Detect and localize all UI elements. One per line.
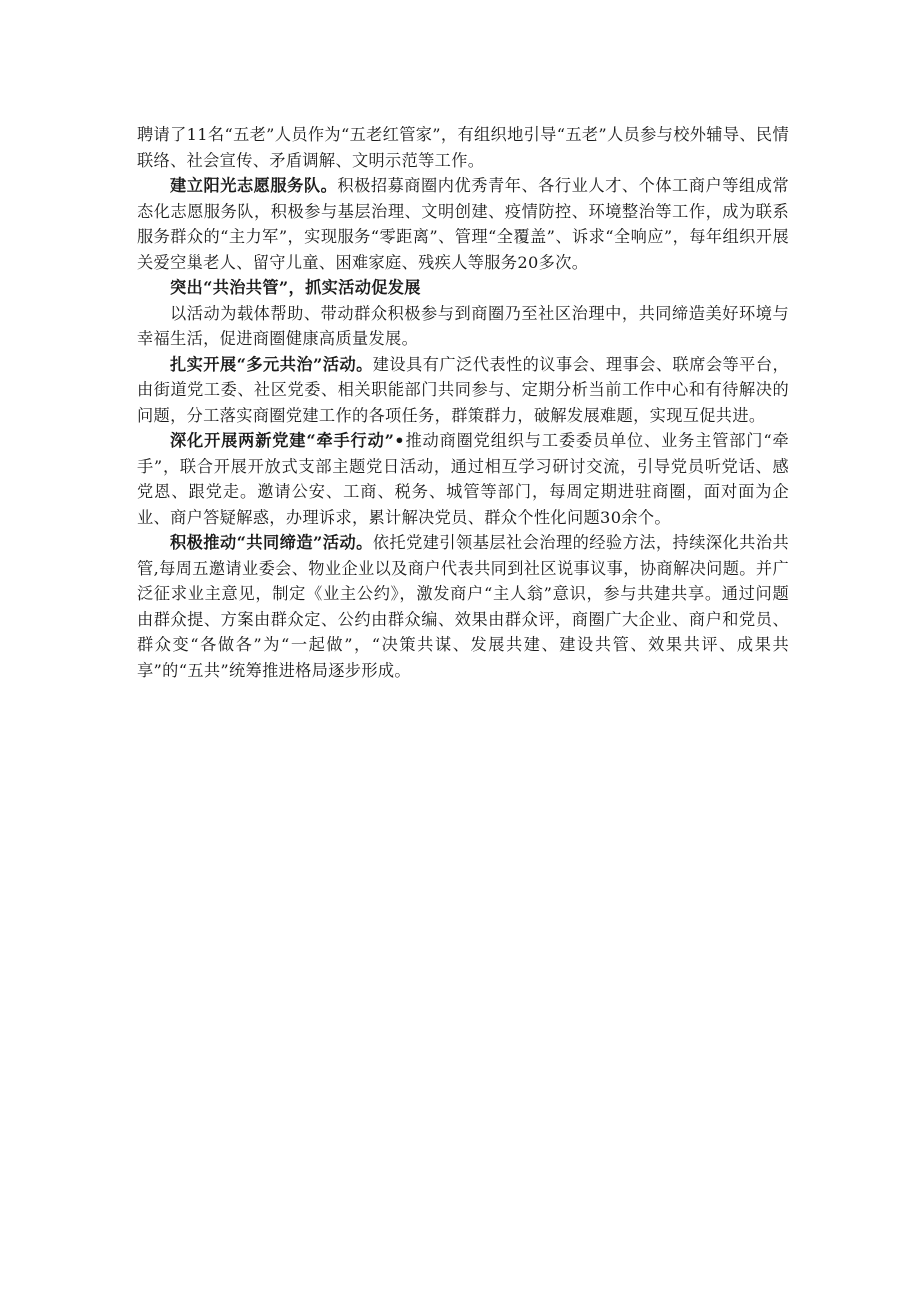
section-heading: 突出“共治共管”，抓实活动促发展	[170, 278, 421, 297]
paragraph-text: 依托党建引领基层社会治理的经验方法，持续深化共治共管,每周五邀请业委会、物业企业以及商户代表共同到社区说事议事，协商解决问题。并广泛征求业主意见，制定《业主公约》，激发商户“主人翁”意识，参与共建共享。通过问题由群众提、方案由群众定、公约由群众编、效果由群众评，商圈广大企业、商户和党员、群众变“各做各”为“一起做”，“决策共谋、发展共建、建设共管、效果共评、成果共享”的“五共”统筹推进格局逐步形成。	[137, 533, 790, 680]
paragraph-section-intro	[137, 301, 789, 352]
paragraph-text: 聘请了11名“五老”人员作为“五老红管家”，有组织地引导“五老”人员参与校外辅导、民情联络、社会宣传、矛盾调解、文明示范等工作。	[137, 125, 789, 170]
paragraph-lead: 扎实开展“多元共治”活动。	[170, 354, 373, 374]
paragraph-multi-governance	[137, 352, 789, 429]
paragraph-text: 建设具有广泛代表性的议事会、理事会、联席会等平台，由街道党工委、社区党委、相关职能部门共同参与、定期分析当前工作中心和有待解决的问题，分工落实商圈党建工作的各项任务，群策群力，破解发展难题，实现互促共进。	[137, 354, 790, 425]
paragraph-lead: 建立阳光志愿服务队。	[170, 176, 338, 195]
paragraph-text: 推动商圈党组织与工委委员单位、业务主管部门“牵手”，联合开展开放式支部主题党日活动，通过相互学习研讨交流，引导党员听党话、感党恩、跟党走。邀请公安、工商、税务、城管等部门，每周定期进驻商圈，面对面为企业、商户答疑解惑，办理诉求，累计解决党员、群众个性化问题30余个。	[137, 431, 789, 527]
paragraph-lead: 深化开展两新党建“牵手行动”•	[170, 431, 405, 450]
paragraph-text: 积极招募商圈内优秀青年、各行业人才、个体工商户等组成常态化志愿服务队，积极参与基层治理、文明创建、疫情防控、环境整治等工作，成为联系服务群众的“主力军”，实现服务“零距离”、管理“全覆盖”、诉求“全响应”，每年组织开展关爱空巢老人、留守儿童、困难家庭、残疾人等服务20多次。	[137, 176, 790, 272]
paragraph-continuation	[137, 122, 789, 173]
paragraph-lead: 积极推动“共同缔造”活动。	[170, 533, 373, 552]
paragraph-hand-in-hand	[137, 428, 789, 530]
paragraph-co-creation	[137, 530, 789, 683]
document-body	[137, 122, 789, 683]
paragraph-volunteer-team	[137, 173, 789, 275]
paragraph-text: 以活动为载体帮助、带动群众积极参与到商圈乃至社区治理中，共同缔造美好环境与幸福生活，促进商圈健康高质量发展。	[137, 303, 789, 348]
